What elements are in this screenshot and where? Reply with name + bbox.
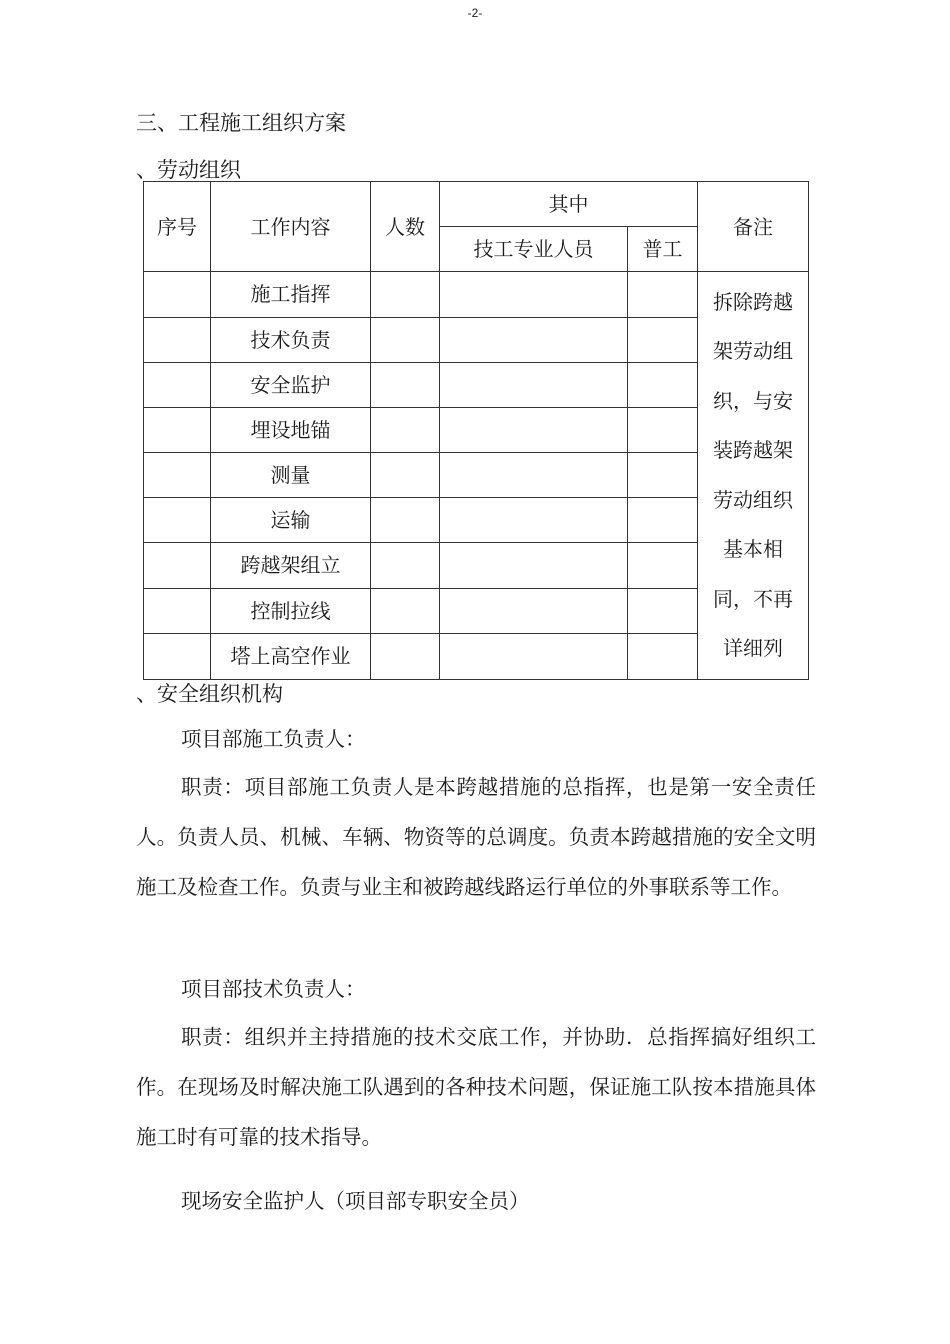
tech-cell xyxy=(440,407,628,452)
table-header-row xyxy=(144,182,809,227)
work-cell: 技术负责 xyxy=(211,317,371,362)
seq-cell xyxy=(144,362,211,407)
count-cell xyxy=(371,543,440,588)
safety-heading: 、安全组织机构 xyxy=(136,682,283,706)
work-cell: 埋设地锚 xyxy=(211,407,371,452)
general-cell xyxy=(628,362,698,407)
section-title: 三、工程施工组织方案 xyxy=(136,111,346,135)
seq-cell xyxy=(144,498,211,543)
tech-cell xyxy=(440,498,628,543)
role-construction-leader: 项目部施工负责人： xyxy=(181,727,366,751)
general-cell xyxy=(628,543,698,588)
count-cell xyxy=(371,407,440,452)
header-seq: 序号 xyxy=(144,182,211,272)
general-cell xyxy=(628,588,698,633)
header-count: 人数 xyxy=(371,182,440,272)
tech-cell xyxy=(440,272,628,317)
note-cell: 拆除跨越架劳动组织，与安装跨越架劳动组织基本相同，不再详细列 xyxy=(698,272,809,680)
duty-technical-leader: 职责：组织并主持措施的技术交底工作，并协助．总指挥搞好组织工作。在现场及时解决施工队遇到的各种技术问题，保证施工队按本措施具体施工时有可靠的技术指导。 xyxy=(136,1025,816,1149)
seq-cell xyxy=(144,407,211,452)
header-note: 备注 xyxy=(698,182,809,272)
tech-cell xyxy=(440,543,628,588)
seq-cell xyxy=(144,633,211,679)
page-number: -2- xyxy=(467,6,483,20)
general-cell xyxy=(628,272,698,317)
work-cell: 测量 xyxy=(211,453,371,498)
seq-cell xyxy=(144,317,211,362)
general-cell xyxy=(628,407,698,452)
work-cell: 控制拉线 xyxy=(211,588,371,633)
tech-cell xyxy=(440,588,628,633)
general-cell xyxy=(628,453,698,498)
header-work: 工作内容 xyxy=(211,182,371,272)
general-cell xyxy=(628,498,698,543)
count-cell xyxy=(371,362,440,407)
work-cell: 运输 xyxy=(211,498,371,543)
work-cell: 安全监护 xyxy=(211,362,371,407)
duty-construction-leader: 职责：项目部施工负责人是本跨越措施的总指挥，也是第一安全责任人。负责人员、机械、车辆、物资等的总调度。负责本跨越措施的安全文明施工及检查工作。负责与业主和被跨越线路运行单位的外事联系等工作。 xyxy=(136,775,816,899)
count-cell xyxy=(371,588,440,633)
seq-cell xyxy=(144,453,211,498)
labor-table xyxy=(143,181,809,680)
seq-cell xyxy=(144,588,211,633)
count-cell xyxy=(371,453,440,498)
general-cell xyxy=(628,317,698,362)
seq-cell xyxy=(144,543,211,588)
tech-cell xyxy=(440,453,628,498)
header-tech: 技工专业人员 xyxy=(440,227,628,272)
role-safety-supervisor: 现场安全监护人（项目部专职安全员） xyxy=(181,1189,530,1213)
work-cell: 施工指挥 xyxy=(211,272,371,317)
table-row xyxy=(144,272,809,317)
work-cell: 跨越架组立 xyxy=(211,543,371,588)
tech-cell xyxy=(440,317,628,362)
header-general: 普工 xyxy=(628,227,698,272)
tech-cell xyxy=(440,362,628,407)
header-among: 其中 xyxy=(440,182,698,227)
general-cell xyxy=(628,633,698,679)
count-cell xyxy=(371,633,440,679)
count-cell xyxy=(371,317,440,362)
count-cell xyxy=(371,498,440,543)
role-technical-leader: 项目部技术负责人： xyxy=(181,977,366,1001)
work-cell: 塔上高空作业 xyxy=(211,633,371,679)
labor-heading: 、劳动组织 xyxy=(136,158,241,182)
tech-cell xyxy=(440,633,628,679)
seq-cell xyxy=(144,272,211,317)
count-cell xyxy=(371,272,440,317)
